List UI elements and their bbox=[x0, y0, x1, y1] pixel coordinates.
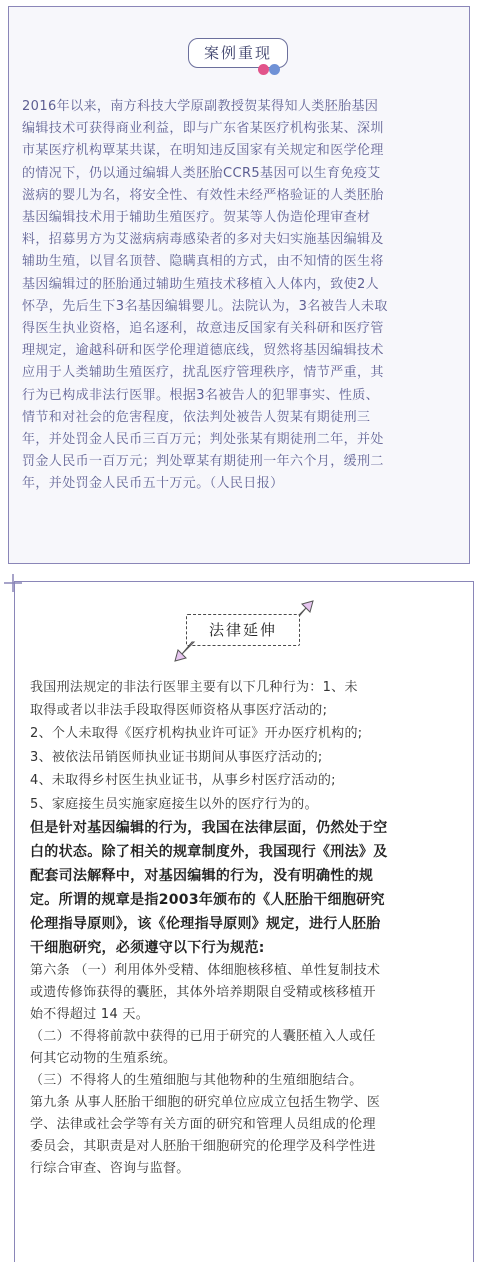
law-rule-line: （三）不得将人的生殖细胞与其他物种的生殖细胞结合。 bbox=[30, 1073, 363, 1088]
law-rule-line: 第九条 从事人胚胎干细胞的研究单位应成立包括生物学、医 bbox=[30, 1095, 381, 1110]
case-text-line: 得医生执业资格，追名逐利，故意违反国家有关科研和医疗管 bbox=[22, 321, 384, 337]
case-text-line: 基因编辑过的胚胎通过辅助生殖技术移植入人体内，致使2人 bbox=[22, 276, 380, 292]
law-lead-line: 取得或者以非法手段取得医师资格从事医疗活动的; bbox=[30, 702, 328, 718]
law-bold-line: 配套司法解释中，对基因编辑的行为，没有明确性的规 bbox=[30, 868, 374, 884]
case-text-line: 市某医疗机构覃某共谋，在明知违反国家有关规定和医学伦理 bbox=[22, 143, 384, 159]
case-text-line: 年，并处罚金人民币三百万元；判处张某有期徒刑二年，并处 bbox=[22, 432, 384, 448]
law-list-item: 2、个人未取得《医疗机构执业许可证》开办医疗机构的; bbox=[30, 726, 363, 741]
law-bold-line: 白的状态。除了相关的规章制度外，我国现行《刑法》及 bbox=[30, 844, 388, 860]
law-rule-line: 行综合审查、咨询与监督。 bbox=[30, 1161, 190, 1176]
case-badge-label: 案例重现 bbox=[188, 38, 288, 68]
law-bold-line: 但是针对基因编辑的行为，我国在法律层面，仍然处于空 bbox=[30, 820, 388, 836]
law-rule-line: 始不得超过 14 天。 bbox=[30, 1007, 150, 1022]
case-text-line: 辅助生殖，以冒名顶替、隐瞒真相的方式，由不知情的医生将 bbox=[22, 254, 384, 270]
law-rule-line: （二）不得将前款中获得的已用于研究的人囊胚植入人或任 bbox=[30, 1029, 376, 1044]
case-text-line: 编辑技术可获得商业利益，即与广东省某医疗机构张某、深圳 bbox=[22, 121, 384, 137]
case-text-line: 基因编辑技术用于辅助生殖医疗。贺某等人伪造伦理审查材 bbox=[22, 210, 371, 226]
law-rule-line: 学、法律或社会学等有关方面的研究和管理人员组成的伦理 bbox=[30, 1117, 376, 1132]
plus-icon bbox=[2, 572, 24, 594]
law-rule-line: 何其它动物的生殖系统。 bbox=[30, 1051, 177, 1066]
case-text-line: 行为已构成非法行医罪。根据3名被告人的犯罪事实、性质、 bbox=[22, 387, 380, 403]
law-rule-line: 委员会，其职责是对人胚胎干细胞研究的伦理学及科学性进 bbox=[30, 1139, 376, 1154]
arrow-sw-icon bbox=[174, 640, 196, 662]
case-text-line: 情节和对社会的危害程度，依法判处被告人贺某有期徒刑三 bbox=[22, 409, 371, 425]
law-rule-line: 第六条 （一）利用体外受精、体细胞核移植、单性复制技术 bbox=[30, 963, 381, 978]
case-text bbox=[22, 96, 452, 496]
case-text-line: 的情况下，仍以通过编辑人类胚胎CCR5基因可以生育免疫艾 bbox=[22, 165, 381, 181]
case-text-line: 罚金人民币一百万元；判处覃某有期徒刑一年六个月，缓刑二 bbox=[22, 454, 384, 470]
law-content bbox=[30, 677, 458, 1180]
law-lead-line: 我国刑法规定的非法行医罪主要有以下几种行为：1、未 bbox=[30, 680, 358, 695]
case-text-line: 应用于人类辅助生殖医疗，扰乱医疗管理秩序，情节严重，其 bbox=[22, 365, 384, 381]
case-text-line: 年，并处罚金人民币五十万元。（人民日报） bbox=[22, 476, 284, 492]
law-list-item: 5、家庭接生员实施家庭接生以外的医疗行为的。 bbox=[30, 796, 318, 812]
law-list-item: 3、被依法吊销医师执业证书期间从事医疗活动的; bbox=[30, 749, 323, 765]
dot-pink-icon bbox=[258, 64, 269, 75]
case-badge bbox=[188, 34, 290, 80]
law-bold-line: 伦理指导原则》，该《伦理指导原则》规定，进行人胚胎 bbox=[30, 916, 381, 932]
case-text-line: 料，招募男方为艾滋病病毒感染者的多对夫妇实施基因编辑及 bbox=[22, 232, 384, 248]
law-badge bbox=[168, 600, 318, 662]
case-text-line: 滋病的婴儿为名，将安全性、有效性未经严格验证的人类胚胎 bbox=[22, 187, 384, 203]
case-text-line: 怀孕，先后生下3名基因编辑婴儿。法院认为，3名被告人未取 bbox=[22, 298, 388, 314]
case-text-line: 理规定，逾越科研和医学伦理道德底线，贸然将基因编辑技术 bbox=[22, 343, 384, 359]
law-bold-line: 干细胞研究，必须遵守以下行为规范: bbox=[30, 940, 265, 956]
law-bold-line: 定。所谓的规章是指2003年颁布的《人胚胎干细胞研究 bbox=[30, 892, 385, 908]
law-list-item: 4、未取得乡村医生执业证书，从事乡村医疗活动的; bbox=[30, 773, 336, 788]
law-badge-label: 法律延伸 bbox=[186, 614, 300, 646]
law-rule-line: 或遗传修饰获得的囊胚，其体外培养期限自受精或核移植开 bbox=[30, 985, 376, 1000]
case-text-line: 2016年以来，南方科技大学原副教授贺某得知人类胚胎基因 bbox=[22, 99, 379, 114]
dot-blue-icon bbox=[269, 64, 280, 75]
